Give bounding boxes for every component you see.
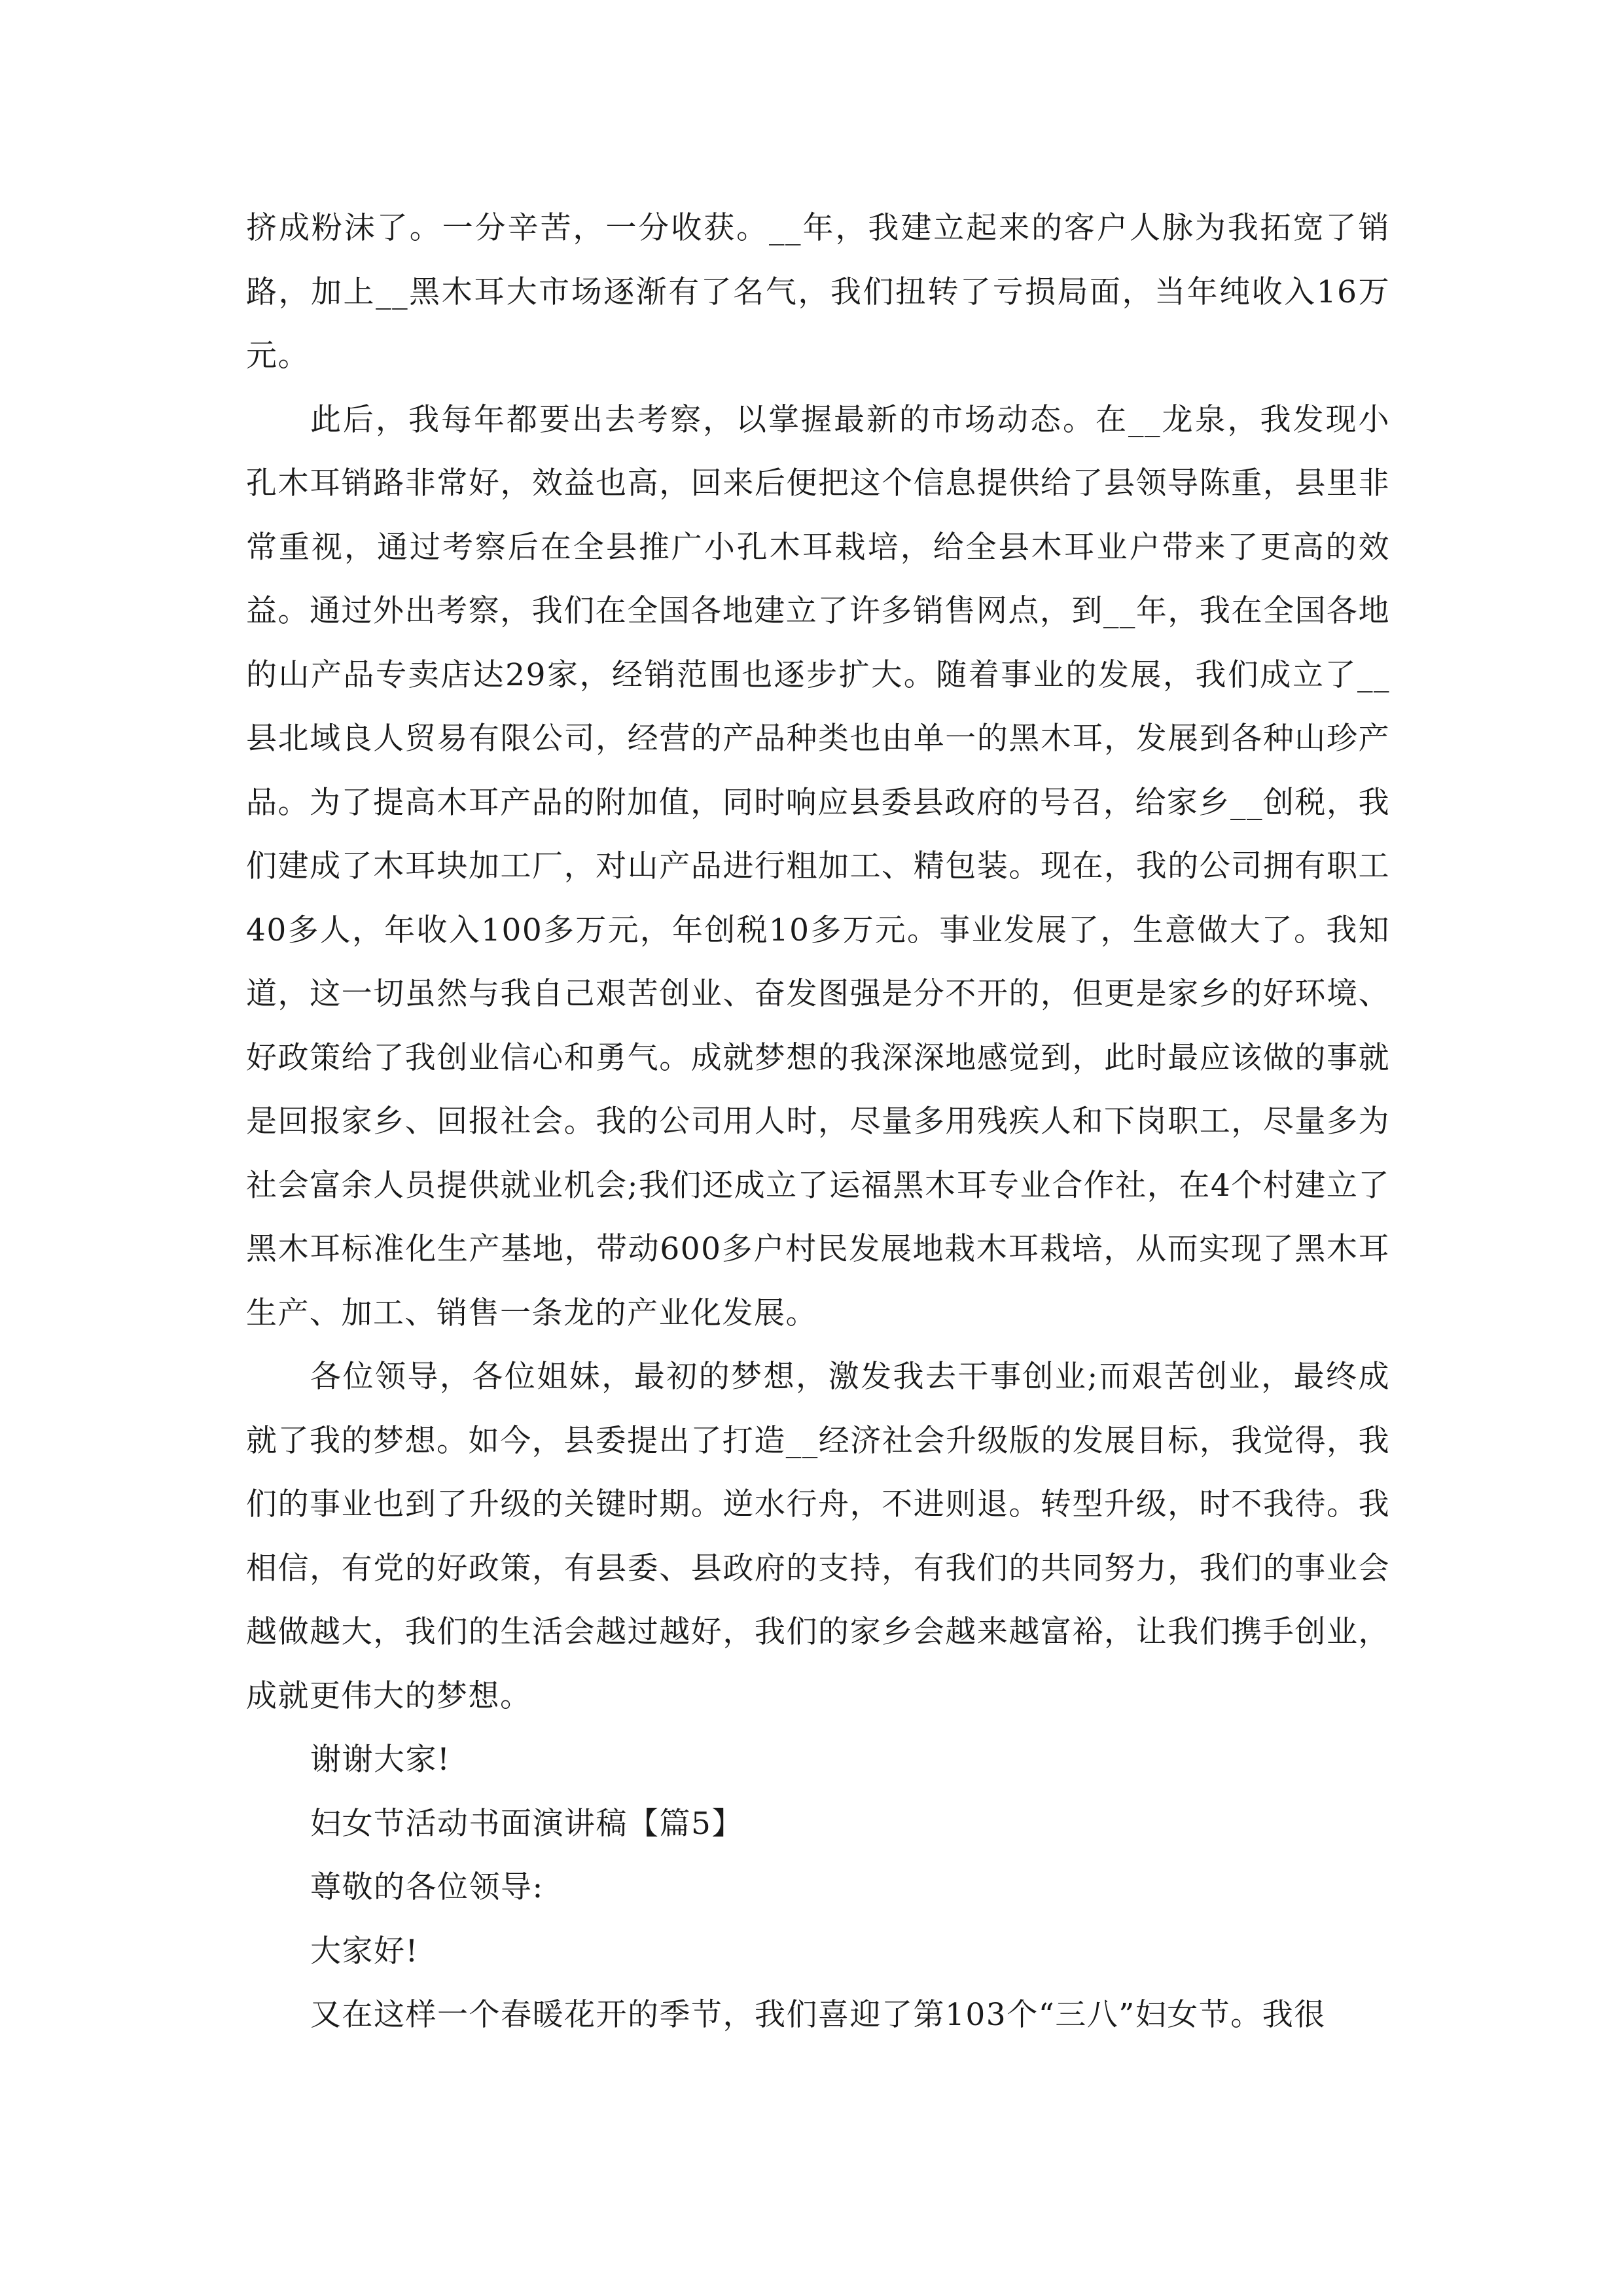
- salutation: 尊敬的各位领导:: [310, 1869, 544, 1905]
- paragraph-closing-remarks: 各位领导，各位姐妹，最初的梦想，激发我去干事创业;而艰苦创业，最终成就了我的梦想。如今，县委提出了打造__经济社会升级版的发展目标，我觉得，我们的事业也到了升级的关键时期。逆水行舟，不进则退。转型升级，时不我待。我相信，有党的好政策，有县委、县政府的支持，有我们的共同努力，我们的事业会越做越大，我们的生活会越过越好，我们的家乡会越来越富裕，让我们携手创业，成就更伟大的梦想。: [246, 1359, 1390, 1714]
- paragraph-thanks: 谢谢大家!: [310, 1742, 451, 1778]
- body-text: [246, 196, 1390, 2047]
- paragraph-continuation: 挤成粉沫了。一分辛苦，一分收获。__年，我建立起来的客户人脉为我拓宽了销路，加上__黑木耳大市场逐渐有了名气，我们扭转了亏损局面，当年纯收入16万元。: [246, 210, 1390, 374]
- paragraph-opening: 又在这样一个春暖花开的季节，我们喜迎了第103个“三八”妇女节。我很: [310, 1997, 1326, 2033]
- paragraph-business-growth: 此后，我每年都要出去考察，以掌握最新的市场动态。在__龙泉，我发现小孔木耳销路非常好，效益也高，回来后便把这个信息提供给了县领导陈重，县里非常重视，通过考察后在全县推广小孔木耳栽培，给全县木耳业户带来了更高的效益。通过外出考察，我们在全国各地建立了许多销售网点，到__年，我在全国各地的山产品专卖店达29家，经销范围也逐步扩大。随着事业的发展，我们成立了__县北域良人贸易有限公司，经营的产品种类也由单一的黑木耳，发展到各种山珍产品。为了提高木耳产品的附加值，同时响应县委县政府的号召，给家乡__创税，我们建成了木耳块加工厂，对山产品进行粗加工、精包装。现在，我的公司拥有职工40多人，年收入100多万元，年创税10多万元。事业发展了，生意做大了。我知道，这一切虽然与我自己艰苦创业、奋发图强是分不开的，但更是家乡的好环境、好政策给了我创业信心和勇气。成就梦想的我深深地感觉到，此时最应该做的事就是回报家乡、回报社会。我的公司用人时，尽量多用残疾人和下岗职工，尽量多为社会富余人员提供就业机会;我们还成立了运福黑木耳专业合作社，在4个村建立了黑木耳标准化生产基地，带动600多户村民发展地栽木耳栽培，从而实现了黑木耳生产、加工、销售一条龙的产业化发展。: [246, 401, 1390, 1331]
- section-heading-part5: 妇女节活动书面演讲稿【篇5】: [310, 1805, 743, 1842]
- greeting: 大家好!: [310, 1933, 419, 1969]
